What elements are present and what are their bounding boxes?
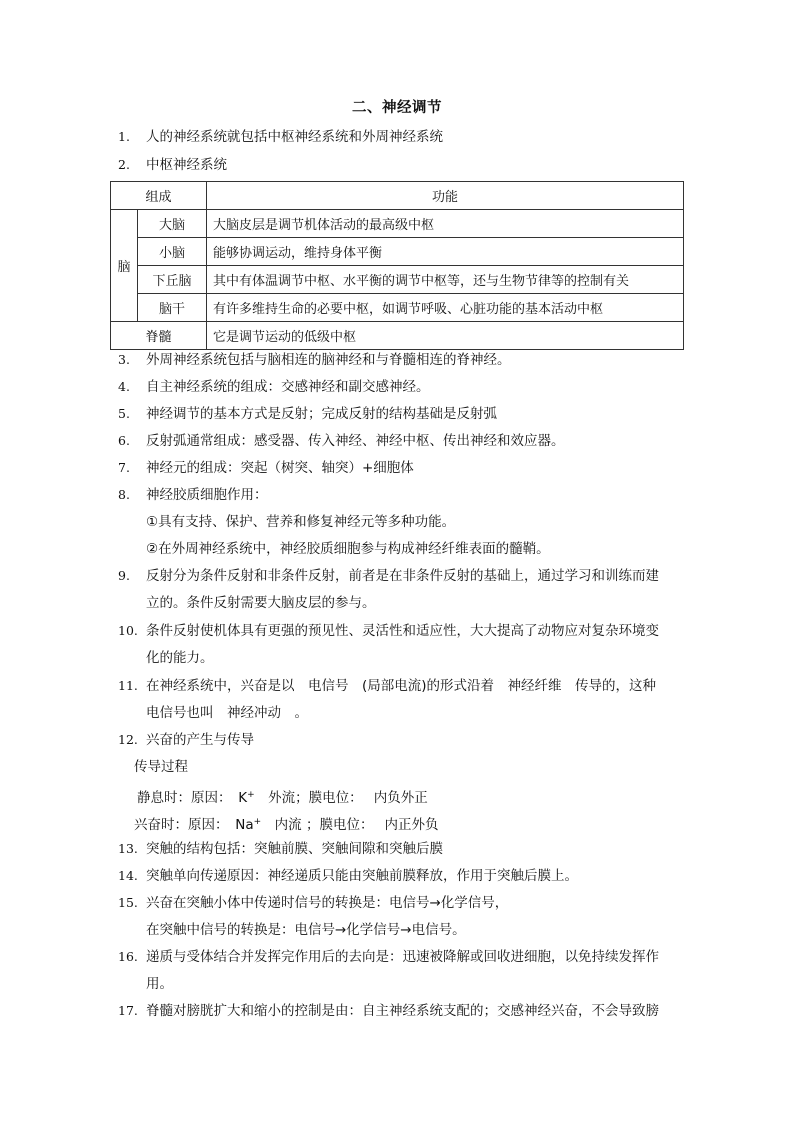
table-row bbox=[111, 322, 684, 350]
table-row bbox=[111, 210, 684, 238]
table-cell-function: 其中有体温调节中枢、水平衡的调节中枢等，还与生物节律等的控制有关 bbox=[207, 266, 684, 294]
table-header-row bbox=[111, 182, 684, 210]
list-item-13: 13. 突触的结构包括：突触前膜、突触间隙和突触后膜 bbox=[118, 841, 443, 857]
list-item-10: 10. 条件反射使机体具有更强的预见性、灵活性和适应性，大大提高了动物应对复杂环境变 bbox=[118, 623, 659, 639]
list-item-7: 7. 神经元的组成：突起（树突、轴突）+细胞体 bbox=[118, 460, 414, 476]
list-item-8: 8. 神经胶质细胞作用： bbox=[118, 487, 268, 503]
table-cell-function: 它是调节运动的低级中枢 bbox=[207, 322, 684, 350]
excited-state-line: 兴奋时：原因： Na+ 内流 ；膜电位： 内正外负 bbox=[134, 817, 439, 833]
table-cell-function: 能够协调运动，维持身体平衡 bbox=[207, 238, 684, 266]
table-row bbox=[111, 266, 684, 294]
table-header-function: 功能 bbox=[207, 182, 684, 210]
list-item-12: 12. 兴奋的产生与传导 bbox=[118, 732, 254, 748]
list-item-15: 15. 兴奋在突触小体中传递时信号的转换是：电信号→化学信号， bbox=[118, 895, 509, 911]
list-item-8-sub-1: ①具有支持、保护、营养和修复神经元等多种功能。 bbox=[146, 514, 456, 530]
list-item-6: 6. 反射弧通常组成：感受器、传入神经、神经中枢、传出神经和效应器。 bbox=[118, 433, 565, 449]
table-cell-part: 脑干 bbox=[138, 294, 207, 322]
table-cell-function: 大脑皮层是调节机体活动的最高级中枢 bbox=[207, 210, 684, 238]
brain-label: 脑 bbox=[111, 210, 138, 322]
list-item-17: 17. 脊髓对膀胱扩大和缩小的控制是由：自主神经系统支配的；交感神经兴奋，不会导致膀 bbox=[118, 1003, 659, 1019]
table-cell-part: 大脑 bbox=[138, 210, 207, 238]
list-item-2: 2. 中枢神经系统 bbox=[118, 157, 227, 173]
list-item-16: 16. 递质与受体结合并发挥完作用后的去向是：迅速被降解或回收进细胞，以免持续发挥作 bbox=[118, 949, 659, 965]
table-cell-part: 小脑 bbox=[138, 238, 207, 266]
list-item-11: 11. 在神经系统中，兴奋是以 电信号 (局部电流)的形式沿着 神经纤维 传导的，这种 bbox=[118, 678, 657, 694]
list-item-16-cont: 用。 bbox=[146, 976, 173, 992]
table-cell-part: 脊髓 bbox=[111, 322, 207, 350]
table-row bbox=[111, 238, 684, 266]
list-item-15-cont: 在突触中信号的转换是：电信号→化学信号→电信号。 bbox=[146, 922, 466, 938]
list-item-8-sub-2: ②在外周神经系统中，神经胶质细胞参与构成神经纤维表面的髓鞘。 bbox=[146, 541, 550, 557]
list-item-11-cont: 电信号也叫 神经冲动 。 bbox=[146, 705, 308, 721]
list-item-3: 3. 外周神经系统包括与脑相连的脑神经和与脊髓相连的脊神经。 bbox=[118, 352, 511, 368]
list-item-14: 14. 突触单向传递原因：神经递质只能由突触前膜释放，作用于突触后膜上。 bbox=[118, 868, 578, 884]
list-item-9-cont: 立的。条件反射需要大脑皮层的参与。 bbox=[146, 595, 376, 611]
list-item-5: 5. 神经调节的基本方式是反射；完成反射的结构基础是反射弧 bbox=[118, 406, 497, 422]
cns-table bbox=[110, 181, 684, 350]
table-cell-function: 有许多维持生命的必要中枢，如调节呼吸、心脏功能的基本活动中枢 bbox=[207, 294, 684, 322]
list-item-9: 9. 反射分为条件反射和非条件反射，前者是在非条件反射的基础上，通过学习和训练而建 bbox=[118, 568, 659, 584]
table-row bbox=[111, 294, 684, 322]
table-header-composition: 组成 bbox=[111, 182, 207, 210]
table-cell-part: 下丘脑 bbox=[138, 266, 207, 294]
list-item-1: 1. 人的神经系统就包括中枢神经系统和外周神经系统 bbox=[118, 129, 443, 145]
list-item-10-cont: 化的能力。 bbox=[146, 650, 214, 666]
list-item-4: 4. 自主神经系统的组成：交感神经和副交感神经。 bbox=[118, 379, 430, 395]
section-title: 二、神经调节 bbox=[352, 100, 442, 116]
conduction-process-label: 传导过程 bbox=[134, 759, 188, 775]
resting-state-line: 静息时：原因： K+ 外流；膜电位： 内负外正 bbox=[137, 790, 428, 806]
